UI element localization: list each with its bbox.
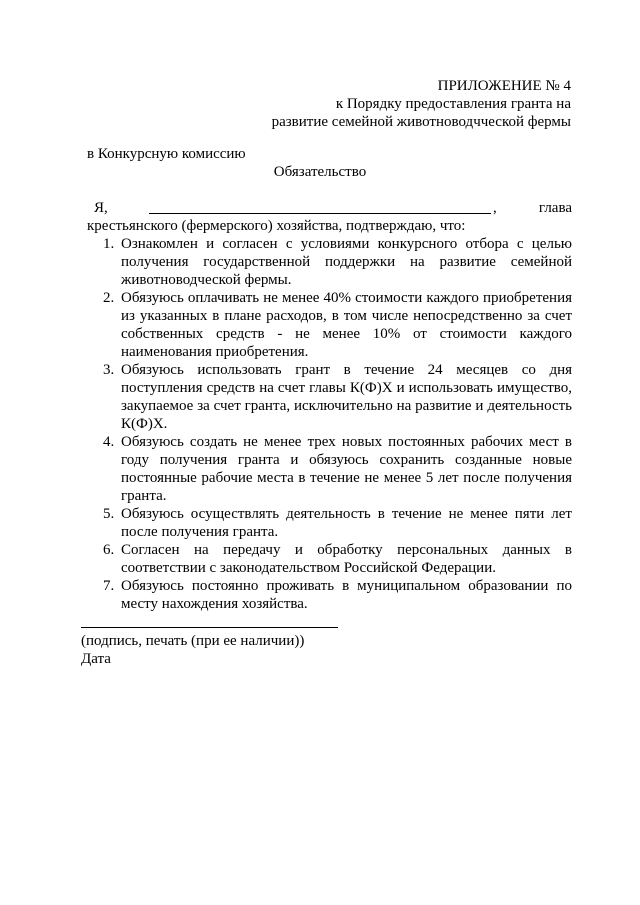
item-text: Обязуюсь использовать грант в течение 24 месяцев со дня поступления средств на счет главы К(Ф)Х и использовать имущество, закупаемое за счет гранта, исключительно на развитие и деятельность К(Ф)Х. <box>121 362 572 432</box>
item-text: Обязуюсь осуществлять деятельность в течение не менее пяти лет после получения гранта. <box>121 506 572 540</box>
item-number: 2. <box>103 290 115 306</box>
intro-paragraph <box>87 199 572 235</box>
item-text: Ознакомлен и согласен с условиями конкурсного отбора с целью получения государственной поддержки на развитие семейной животноводческой фермы. <box>121 236 572 288</box>
intro-comma: , <box>493 200 497 216</box>
list-item <box>97 577 572 613</box>
item-text: Обязуюсь создать не менее трех новых постоянных рабочих мест в году получения гранта и обязуюсь сохранить созданные новые постоянные рабочие места в течение не менее 5 лет после получения гранта. <box>121 434 572 504</box>
appendix-number: ПРИЛОЖЕНИЕ № 4 <box>437 78 571 94</box>
item-text: Согласен на передачу и обработку персональных данных в соответствии с законодательством Российской Федерации. <box>121 542 572 576</box>
item-text: Обязуюсь оплачивать не менее 40% стоимости каждого приобретения из указанных в плане расходов, в том числе непосредственно за счет собственных средств - не менее 10% от стоимости каждого наименования приобретения. <box>121 290 572 360</box>
signature-line <box>81 627 338 628</box>
list-item <box>97 433 572 505</box>
appendix-reference-line: развитие семейной животноводчческой фермы <box>271 114 571 130</box>
addressee: в Конкурсную комиссию <box>87 146 246 162</box>
item-number: 5. <box>103 506 115 522</box>
appendix-reference-line: к Порядку предоставления гранта на <box>335 96 571 112</box>
item-number: 1. <box>103 236 115 252</box>
appendix-header <box>131 77 571 131</box>
list-item <box>97 505 572 541</box>
item-text: Обязуюсь постоянно проживать в муниципальном образовании по месту нахождения хозяйства. <box>121 578 572 612</box>
signature-caption: (подпись, печать (при ее наличии)) <box>81 633 305 649</box>
intro-first-line <box>87 199 572 217</box>
document-title: Обязательство <box>273 164 367 180</box>
intro-pronoun: Я, <box>94 200 108 216</box>
item-number: 3. <box>103 362 115 378</box>
intro-rest: крестьянского (фермерского) хозяйства, подтверждаю, что: <box>87 218 466 234</box>
item-number: 4. <box>103 434 115 450</box>
intro-role: глава <box>538 200 572 216</box>
date-label: Дата <box>81 651 111 667</box>
name-blank-line <box>149 213 491 214</box>
obligation-list <box>97 235 572 613</box>
item-number: 7. <box>103 578 115 594</box>
list-item <box>97 289 572 361</box>
list-item <box>97 235 572 289</box>
list-item <box>97 541 572 577</box>
list-item <box>97 361 572 433</box>
item-number: 6. <box>103 542 115 558</box>
